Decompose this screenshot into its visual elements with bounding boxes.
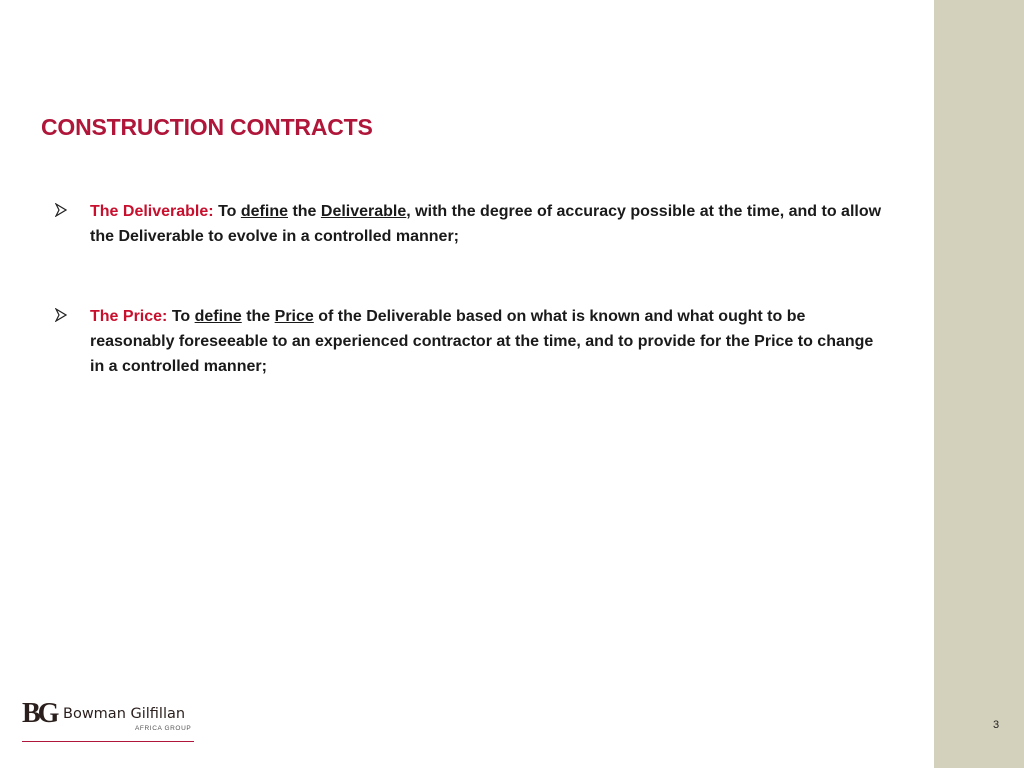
underlined-term: define	[194, 308, 242, 325]
underlined-term: define	[240, 203, 288, 220]
page-number: 3	[993, 719, 1000, 731]
bullet-deliverable	[55, 199, 885, 249]
logo-mark: BG	[22, 698, 57, 729]
bullet-price	[55, 304, 885, 379]
logo-underline	[22, 741, 194, 742]
bullet-text-part: To	[218, 203, 241, 220]
arrow-bullet-icon	[55, 308, 67, 322]
logo-name: Bowman Gilfillan	[63, 706, 186, 722]
logo-subtitle: AFRICA GROUP	[135, 725, 192, 732]
company-logo	[22, 700, 194, 744]
right-sidebar-band	[934, 0, 1024, 768]
bullet-text-part: , with the degree of accuracy possible at the time, and to allow the Deliverable to evolve in a controlled manner;	[90, 203, 882, 245]
bullet-text	[90, 304, 885, 379]
slide-title: CONSTRUCTION CONTRACTS	[41, 114, 373, 140]
bullet-text-part: To	[171, 308, 195, 325]
bullet-text-part: the	[288, 203, 321, 220]
arrow-bullet-icon	[55, 203, 67, 217]
bullet-lead: The Deliverable:	[90, 203, 214, 220]
underlined-term: Deliverable	[320, 203, 407, 220]
bullet-text-part: the	[241, 308, 275, 325]
bullet-text-part: of the Deliverable based on what is known and what ought to be reasonably foreseeable to an experienced contractor at the time, and to provide for the Price to change in a controlled manner;	[90, 308, 874, 375]
bullet-text	[90, 199, 885, 249]
bullet-lead: The Price:	[90, 308, 168, 325]
underlined-term: Price	[274, 308, 314, 325]
